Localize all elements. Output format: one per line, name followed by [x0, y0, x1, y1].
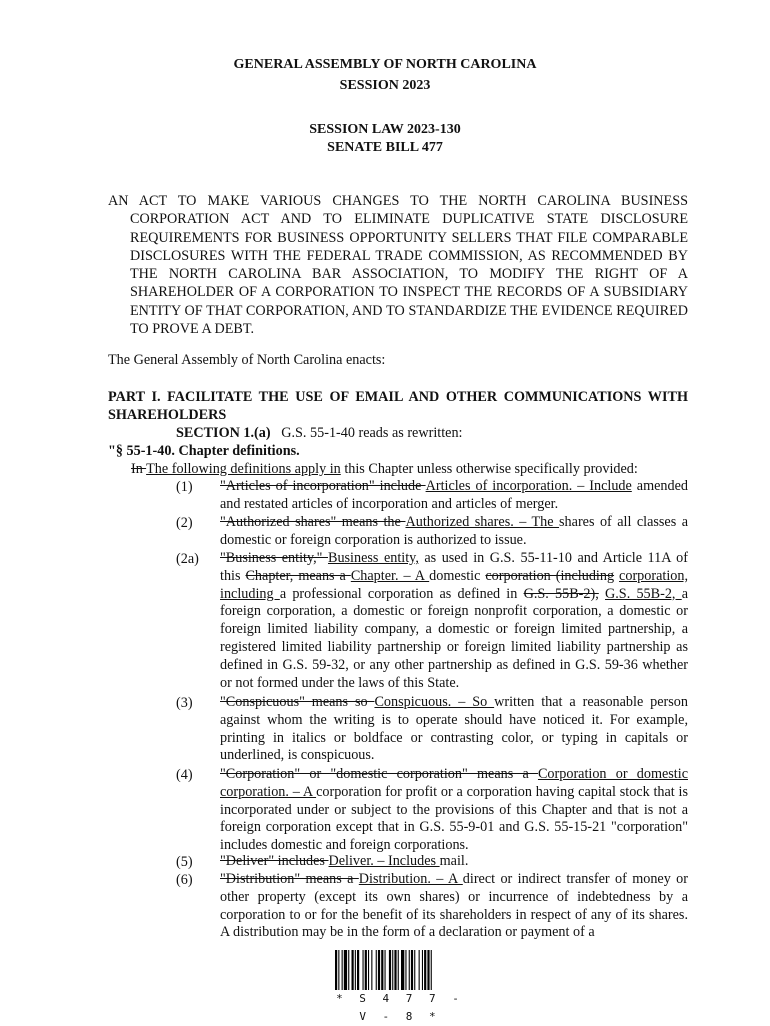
barcode-bar — [389, 950, 391, 990]
barcode-bar — [381, 950, 383, 990]
struck-text: In — [131, 461, 147, 477]
added-text: Deliver. – Includes — [328, 853, 440, 869]
definition-item: "Deliver" includes Deliver. – Includes mail. — [220, 853, 469, 869]
added-text: Corporation or domestic corporation. – A — [220, 766, 688, 800]
session-header: SESSION 2023 — [339, 78, 431, 93]
struck-text: "Business entity," — [220, 550, 328, 566]
struck-text: "Authorized shares" means the — [220, 514, 406, 530]
def-number: (4) — [176, 767, 193, 783]
enacting-clause: The General Assembly of North Carolina enacts: — [108, 352, 386, 368]
bill-number-header: SENATE BILL 477 — [327, 140, 443, 155]
barcode-bar — [398, 950, 399, 990]
added-text: The following definitions apply in — [146, 461, 341, 477]
statute-heading: "§ 55-1-40. Chapter definitions. — [108, 443, 300, 459]
section-text: G.S. 55-1-40 reads as rewritten: — [281, 425, 463, 441]
definition-item: "Business entity," Business entity, as used in G.S. 55-11-10 and Article 11A of this Chapter, means a Chapter. – A domestic corporation (including corporation, including a professional corporation as defined in G.S. 55B-2), G.S. 55B-2, a foreign corporation, a domestic or foreign nonprofit corporation, a domestic or foreign limited liability company, a domestic or foreign limited partnership, a registered limited liability partnership or foreign limited liability partnership as defined in G.S. 59-32, or any other partnership as defined in G.S. 59-36 whether or not formed under the laws of this State. — [220, 550, 689, 691]
barcode-bar — [338, 950, 339, 990]
struck-text: "Corporation" or "domestic corporation" means a — [220, 766, 538, 782]
struck-text: "Articles of incorporation" include — [220, 478, 426, 494]
barcode-bar — [409, 950, 410, 990]
barcode-bar — [419, 950, 420, 990]
barcode-bar — [335, 950, 337, 990]
bill-barcode — [335, 950, 465, 990]
barcode-bar — [405, 950, 406, 990]
def-number: (6) — [176, 872, 193, 888]
barcode-bar — [411, 950, 413, 990]
barcode-bar — [394, 950, 396, 990]
barcode-bar — [401, 950, 404, 990]
barcode-bar — [392, 950, 393, 990]
barcode-bar — [355, 950, 356, 990]
barcode-bar — [378, 950, 380, 990]
definition-item: "Authorized shares" means the Authorized shares. – The shares of all classes a domestic or foreign corporation is authorized to issue. — [220, 514, 688, 548]
added-text: Authorized shares. – The — [405, 514, 560, 530]
definition-item: "Articles of incorporation" include Articles of incorporation. – Include amended and restated articles of incorporation and articles of merger. — [220, 478, 688, 512]
definitions-intro: In The following definitions apply in this Chapter unless otherwise specifically provided: — [131, 461, 638, 477]
barcode-bar — [431, 950, 432, 990]
definition-item: "Corporation" or "domestic corporation" means a Corporation or domestic corporation. – A corporation for profit or a corporation having capital stock that is incorporated under or subject to the provisions of this Chapter and that is not a foreign corporation except that in G.S. 55-9-01 and G.S. 55-15-21 "corporation" includes domestic and foreign corporations. — [220, 766, 688, 854]
barcode-bar — [357, 950, 359, 990]
barcode-bar — [422, 950, 423, 990]
barcode-bar — [427, 950, 429, 990]
added-text: Conspicuous. – So — [374, 694, 495, 710]
section-line — [176, 424, 463, 442]
barcode-bar — [414, 950, 415, 990]
barcode-bar — [363, 950, 364, 990]
def-number: (2) — [176, 515, 193, 531]
barcode-bar — [365, 950, 367, 990]
barcode-label: * S 4 7 7 - V - 8 * — [336, 992, 464, 1023]
section-label: SECTION 1.(a) — [176, 425, 271, 441]
act-title: AN ACT TO MAKE VARIOUS CHANGES TO THE NORTH CAROLINA BUSINESS CORPORATION ACT AND TO ELIMINATE DUPLICATIVE STATE DISCLOSURE REQUIREMENTS FOR BUSINESS OPPORTUNITY SELLERS THAT FILE COMPARABLE DISCLOSURES WITH THE FEDERAL TRADE COMMISSION, AS RECOMMENDED BY THE NORTH CAROLINA BAR ASSOCIATION, TO MODIFY THE RIGHT OF A SHAREHOLDER OF A CORPORATION TO INSPECT THE RECORDS OF A SUBSIDIARY ENTITY OF THAT CORPORATION, AND TO STANDARDIZE THE EVIDENCE REQUIRED TO PROVE A DEBT. — [108, 193, 688, 338]
added-text: Distribution. – A — [358, 871, 463, 887]
def-number: (1) — [176, 479, 193, 495]
barcode-bar — [352, 950, 354, 990]
def-number: (2a) — [176, 551, 199, 567]
barcode-bar — [376, 950, 377, 990]
barcode-bar — [424, 950, 426, 990]
def-number: (3) — [176, 695, 193, 711]
barcode-bar — [342, 950, 343, 990]
added-text: Business entity, — [327, 550, 419, 566]
barcode-bar — [344, 950, 347, 990]
def-number: (5) — [176, 854, 193, 870]
barcode-bar — [385, 950, 386, 990]
assembly-header: GENERAL ASSEMBLY OF NORTH CAROLINA — [233, 57, 537, 72]
session-law-header: SESSION LAW 2023-130 — [309, 122, 461, 137]
added-text: Articles of incorporation. – Include — [425, 478, 632, 494]
struck-text: "Conspicuous" means so — [220, 694, 375, 710]
definition-item: "Conspicuous" means so Conspicuous. – So written that a reasonable person against whom the writing is to operate should have noticed it. For example, printing in italics or boldface or contrasting color, or typing in capitals or underlined, is conspicuous. — [220, 694, 688, 764]
barcode-bar — [368, 950, 369, 990]
barcode-bar — [371, 950, 372, 990]
definition-item: "Distribution" means a Distribution. – A direct or indirect transfer of money or other property (except its own shares) or incurrence of indebtedness by a corporation to or for the benefit of its shareholders in respect of any of its shares. A distribution may be in the form of a declaration or payment of a — [220, 871, 688, 941]
struck-text: "Deliver" includes — [220, 853, 329, 869]
struck-text: "Distribution" means a — [220, 871, 359, 887]
part-heading: PART I. FACILITATE THE USE OF EMAIL AND OTHER COMMUNICATIONS WITH SHAREHOLDERS — [108, 389, 688, 423]
barcode-bar — [348, 950, 349, 990]
